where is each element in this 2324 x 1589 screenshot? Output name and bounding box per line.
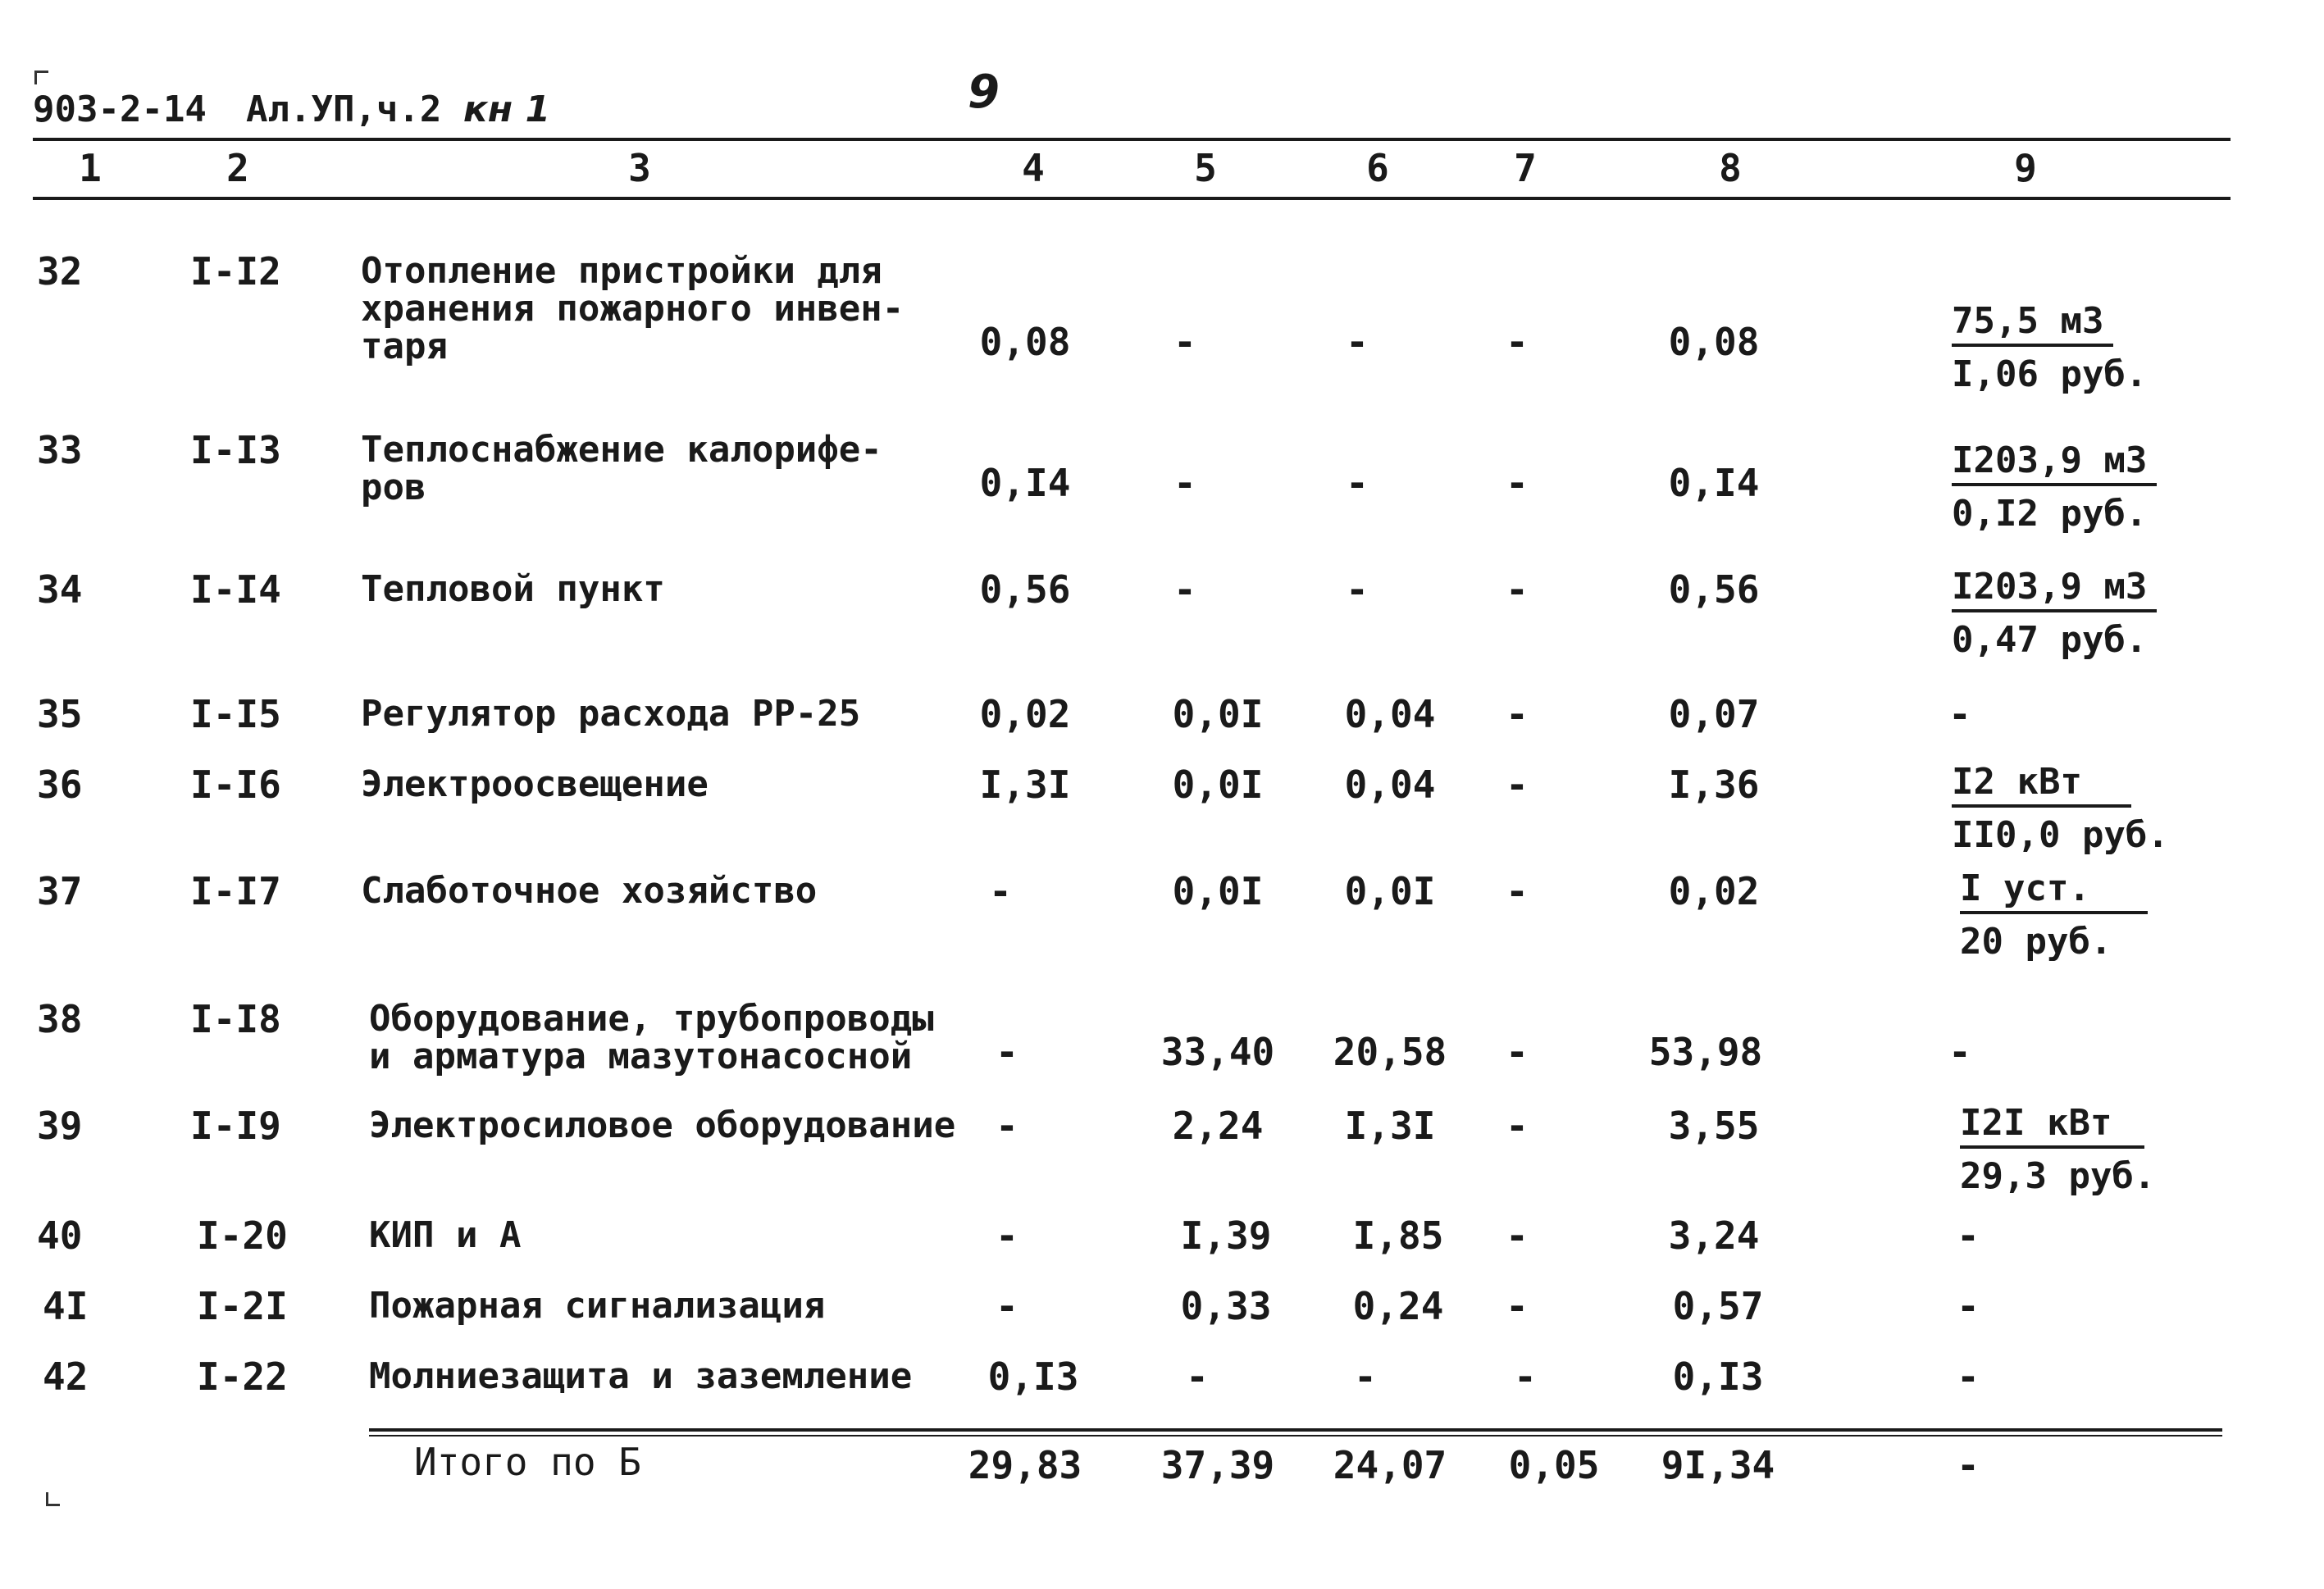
cell-col7: -	[1506, 1030, 1529, 1074]
col-number-5: 5	[1194, 146, 1217, 190]
page-number-value: 9	[968, 66, 1000, 119]
row-name	[361, 763, 709, 805]
fraction-denominator: I,06 руб.	[1952, 353, 2148, 395]
cell-col9: -	[1957, 1213, 1980, 1258]
cell-col6: I,3I	[1344, 1104, 1436, 1148]
cell-col5: -	[1173, 461, 1196, 505]
row-name	[361, 568, 665, 610]
fraction-numerator: I2 кВт	[1952, 761, 2131, 808]
cell-col4: 0,I3	[987, 1355, 1079, 1399]
row-name	[369, 1214, 522, 1256]
row-name	[369, 1104, 956, 1146]
row-number: 32	[37, 249, 83, 294]
cell-col6: 0,0I	[1344, 869, 1436, 913]
cell-col5: 0,0I	[1172, 869, 1264, 913]
cell-col6: -	[1346, 461, 1369, 505]
cell-col5: 2,24	[1172, 1104, 1264, 1148]
cell-col5: 33,40	[1160, 1030, 1275, 1074]
cell-col5: -	[1173, 320, 1196, 364]
row-name-line: хранения пожарного инвен-	[361, 288, 905, 330]
row-name-line: Молниезащита и заземление	[369, 1355, 913, 1397]
cell-col5: 0,0I	[1172, 692, 1264, 736]
row-name-line: Электроосвещение	[361, 763, 709, 805]
doc-code: 903-2-14	[33, 89, 207, 130]
row-number: 40	[37, 1213, 83, 1258]
row-name	[361, 431, 882, 507]
row-number: 36	[37, 763, 83, 807]
cell-col4: 0,08	[979, 320, 1071, 364]
cell-col5: -	[1173, 567, 1196, 612]
row-number: 34	[37, 567, 83, 612]
cell-col8: 0,56	[1668, 567, 1760, 612]
cell-col5: -	[1186, 1355, 1209, 1399]
fraction-denominator: 0,47 руб.	[1952, 619, 2148, 661]
row-number: 4I	[43, 1284, 89, 1328]
row-name-line: ров	[361, 467, 426, 508]
col-number-3: 3	[628, 146, 651, 190]
col-number-1: 1	[79, 146, 102, 190]
row-name-line: Регулятор расхода РР-25	[361, 693, 861, 735]
row-name	[361, 872, 817, 910]
cell-col5: 0,0I	[1172, 763, 1264, 807]
row-code: I-I3	[190, 428, 281, 472]
cell-col6: 20,58	[1333, 1030, 1447, 1074]
row-number: 39	[37, 1104, 83, 1148]
page-number	[968, 66, 1000, 119]
cell-col7: -	[1506, 1213, 1529, 1258]
row-name-line: и арматура мазутонасосной	[369, 1036, 913, 1077]
row-name-line: Оборудование, трубопроводы	[369, 998, 934, 1040]
total-col9: -	[1957, 1443, 1980, 1487]
row-name-line: Слаботочное хозяйство	[361, 870, 818, 912]
header-top-rule	[33, 138, 2231, 141]
row-name	[369, 1000, 934, 1076]
cell-col6: 0,04	[1344, 692, 1436, 736]
total-col7: 0,05	[1508, 1443, 1600, 1487]
cell-col4: -	[996, 1213, 1018, 1258]
crop-mark-top-left	[34, 71, 48, 84]
cell-col8: 3,24	[1668, 1213, 1760, 1258]
row-name	[369, 1287, 825, 1325]
cell-col6: 0,24	[1352, 1284, 1444, 1328]
doc-ref: Ал.УП,ч.2	[246, 89, 442, 130]
row-code: I-I9	[190, 1104, 281, 1148]
row-code: I-2I	[197, 1284, 288, 1328]
cell-col4: -	[996, 1284, 1018, 1328]
cell-col8: 0,02	[1668, 869, 1760, 913]
fraction-numerator: I203,9 м3	[1952, 439, 2157, 486]
row-code: I-22	[197, 1355, 288, 1399]
cell-col8: 3,55	[1668, 1104, 1760, 1148]
cell-col8: 0,07	[1668, 692, 1760, 736]
col-number-8: 8	[1719, 146, 1742, 190]
cell-col6: I,85	[1352, 1213, 1444, 1258]
fraction-numerator: 75,5 м3	[1952, 300, 2113, 347]
col-number-4: 4	[1022, 146, 1045, 190]
cell-col8: 0,I3	[1672, 1355, 1764, 1399]
cell-col7: -	[1506, 1284, 1529, 1328]
total-col5: 37,39	[1160, 1443, 1275, 1487]
row-name-line: Пожарная сигнализация	[369, 1285, 826, 1327]
cell-col6: -	[1346, 567, 1369, 612]
cell-col9-fraction	[1952, 761, 2169, 856]
cell-col7: -	[1506, 461, 1529, 505]
row-name-line: Тепловой пункт	[361, 568, 665, 610]
cell-col7: -	[1506, 869, 1529, 913]
fraction-numerator: I203,9 м3	[1952, 566, 2157, 612]
cell-col8: 0,I4	[1668, 461, 1760, 505]
cell-col4: -	[996, 1030, 1018, 1074]
cell-col8: 0,08	[1668, 320, 1760, 364]
cell-col6: -	[1346, 320, 1369, 364]
row-code: I-I6	[190, 763, 281, 807]
total-col6: 24,07	[1333, 1443, 1447, 1487]
document-code	[33, 89, 207, 130]
cell-col4: I,3I	[979, 763, 1071, 807]
fraction-numerator: I2I кВт	[1960, 1102, 2144, 1149]
cell-col7: -	[1506, 692, 1529, 736]
fraction-denominator: 20 руб.	[1960, 921, 2112, 963]
cell-col5: I,39	[1180, 1213, 1272, 1258]
cell-col9: -	[1948, 692, 1971, 736]
row-name-line: Отопление пристройки для	[361, 250, 882, 292]
row-code: I-I8	[190, 997, 281, 1041]
cell-col5: 0,33	[1180, 1284, 1272, 1328]
row-code: I-20	[197, 1213, 288, 1258]
fraction-denominator: 29,3 руб.	[1960, 1155, 2156, 1197]
row-number: 35	[37, 692, 83, 736]
cell-col4: 0,02	[979, 692, 1071, 736]
row-number: 38	[37, 997, 83, 1041]
row-number: 37	[37, 869, 83, 913]
row-name-line: Теплоснабжение калорифе-	[361, 429, 882, 471]
book-number: кн 1	[463, 89, 551, 130]
cell-col4: 0,I4	[979, 461, 1071, 505]
cell-col7: -	[1506, 1104, 1529, 1148]
cell-col9-fraction	[1952, 300, 2147, 395]
cell-col9-fraction	[1960, 867, 2148, 963]
row-name	[361, 250, 905, 367]
crop-mark-bottom-left	[46, 1492, 60, 1506]
cell-col9: -	[1957, 1284, 1980, 1328]
fraction-denominator: 0,I2 руб.	[1952, 493, 2148, 535]
col-number-9: 9	[2014, 146, 2037, 190]
cell-col7: -	[1506, 567, 1529, 612]
cell-col7: -	[1506, 320, 1529, 364]
cell-col8: I,36	[1668, 763, 1760, 807]
row-name-line: Электросиловое оборудование	[369, 1104, 956, 1146]
row-name-line: таря	[361, 326, 448, 367]
total-rule-thin	[369, 1435, 2222, 1436]
row-code: I-I4	[190, 567, 281, 612]
row-code: I-I5	[190, 692, 281, 736]
cell-col8: 0,57	[1672, 1284, 1764, 1328]
row-number: 42	[43, 1355, 89, 1399]
cell-col9-fraction	[1952, 566, 2157, 661]
total-rule	[369, 1428, 2222, 1432]
cell-col4: 0,56	[979, 567, 1071, 612]
cell-col9-fraction	[1960, 1102, 2155, 1197]
cell-col4: -	[989, 869, 1012, 913]
cell-col9-fraction	[1952, 439, 2157, 535]
cell-col6: -	[1354, 1355, 1377, 1399]
header-bottom-rule	[33, 197, 2231, 200]
cell-col8: 53,98	[1648, 1030, 1763, 1074]
row-name-line: КИП и А	[369, 1214, 522, 1256]
col-number-7: 7	[1514, 146, 1537, 190]
cell-col6: 0,04	[1344, 763, 1436, 807]
total-col4: 29,83	[968, 1443, 1082, 1487]
document-reference	[246, 89, 550, 130]
col-number-6: 6	[1366, 146, 1389, 190]
row-name	[369, 1355, 913, 1397]
cell-col7: -	[1506, 763, 1529, 807]
cell-col4: -	[996, 1104, 1018, 1148]
cell-col7: -	[1514, 1355, 1537, 1399]
cell-col9: -	[1948, 1030, 1971, 1074]
total-label: Итого по Б	[414, 1440, 641, 1484]
row-number: 33	[37, 428, 83, 472]
col-number-2: 2	[226, 146, 249, 190]
row-code: I-I7	[190, 869, 281, 913]
cell-col9: -	[1957, 1355, 1980, 1399]
fraction-numerator: I уст.	[1960, 867, 2148, 914]
row-code: I-I2	[190, 249, 281, 294]
row-name	[361, 695, 860, 733]
total-col8: 9I,34	[1661, 1443, 1775, 1487]
fraction-denominator: II0,0 руб.	[1952, 814, 2169, 856]
